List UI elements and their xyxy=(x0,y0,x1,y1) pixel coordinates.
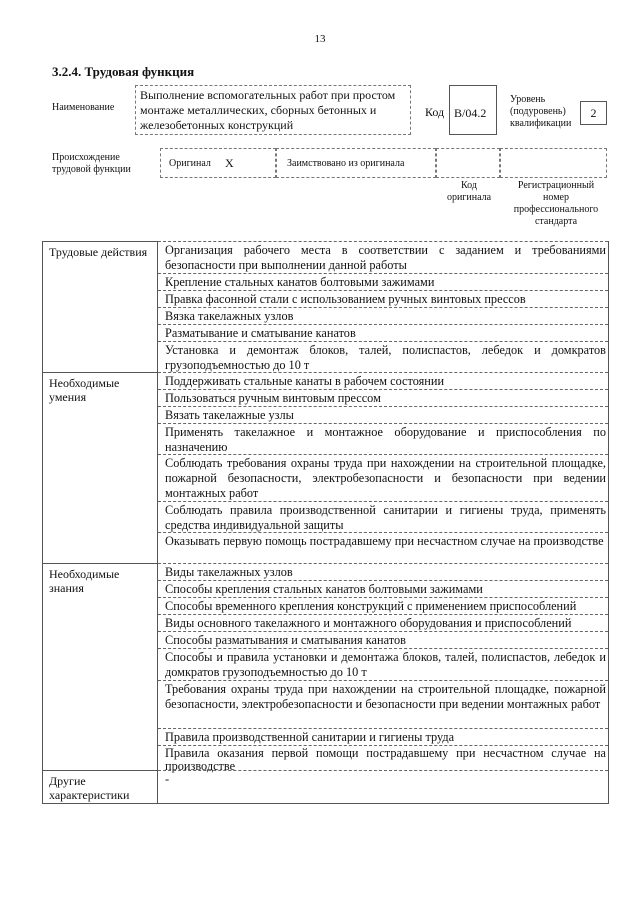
skills-row xyxy=(43,372,608,563)
list-item: Соблюдать требования охраны труда при нахождении на строительной площадке, пожарной безопасности, электробезопасности и безопасности при ведении монтажных работ xyxy=(158,454,608,501)
knowledge-row xyxy=(43,563,608,773)
list-item: Виды основного такелажного и монтажного оборудования и приспособлений xyxy=(158,614,608,631)
original-cell xyxy=(160,148,276,178)
table-bottom-border xyxy=(43,803,608,804)
function-name-box xyxy=(135,85,411,135)
reg-number-cell xyxy=(500,148,607,178)
list-item: Виды такелажных узлов xyxy=(158,563,608,580)
other-value: - xyxy=(158,770,608,804)
borrowed-cell xyxy=(276,148,436,178)
list-item: Вязка такелажных узлов xyxy=(158,307,608,324)
function-name: Выполнение вспомогательных работ при простом монтаже металлических, сборных бетонных и железобетонных конструкций xyxy=(140,88,396,132)
list-item: Вязать такелажные узлы xyxy=(158,406,608,423)
original-mark: X xyxy=(225,156,234,170)
list-item: Способы разматывания и сматывания канатов xyxy=(158,631,608,648)
name-label: Наименование xyxy=(52,102,115,113)
page-number: 13 xyxy=(314,33,326,45)
list-item: Разматывание и сматывание канатов xyxy=(158,324,608,341)
level-box xyxy=(580,101,607,125)
reg-number-label: Регистрационный номер профессионального стандарта xyxy=(513,180,599,227)
level-label: Уровень (подуровень) квалификации xyxy=(510,94,572,129)
level-value: 2 xyxy=(590,106,597,120)
list-item: Способы временного крепления конструкций с применением приспособлений xyxy=(158,597,608,614)
other-row xyxy=(43,770,608,804)
skills-label: Необходимые умения xyxy=(43,372,158,563)
list-item: Крепление стальных канатов болтовыми зажимами xyxy=(158,273,608,290)
code-original-cell xyxy=(436,148,500,178)
competency-table xyxy=(42,241,609,804)
list-item: Правила производственной санитарии и гигиены труда xyxy=(158,728,608,745)
list-item: Правка фасонной стали с использованием ручных винтовых прессов xyxy=(158,290,608,307)
labor-actions-row xyxy=(43,241,608,372)
list-item: Организация рабочего места в соответствии с заданием и требованиями безопасности при выполнении данной работы xyxy=(158,241,608,273)
list-item: Поддерживать стальные канаты в рабочем состоянии xyxy=(158,372,608,389)
knowledge-label: Необходимые знания xyxy=(43,563,158,770)
list-item: Правила оказания первой помощи пострадавшему при несчастном случае на производстве xyxy=(158,745,608,770)
list-item: Способы крепления стальных канатов болтовыми зажимами xyxy=(158,580,608,597)
list-item: Способы и правила установки и демонтажа блоков, талей, полиспастов, лебедок и домкратов грузоподъемностью до 10 т xyxy=(158,648,608,680)
labor-actions-label: Трудовые действия xyxy=(43,241,158,372)
list-item: Оказывать первую помощь пострадавшему при несчастном случае на производстве xyxy=(158,532,608,563)
other-label: Другие характеристики xyxy=(43,770,158,804)
original-label: Оригинал xyxy=(169,158,211,169)
list-item: Установка и демонтаж блоков, талей, полиспастов, лебедок и домкратов грузоподъемностью до 10 т xyxy=(158,341,608,372)
list-item: Пользоваться ручным винтовым прессом xyxy=(158,389,608,406)
code-original-label: Код оригинала xyxy=(446,180,492,203)
code-box xyxy=(449,85,497,135)
list-item: Соблюдать правила производственной санитарии и гигиены труда, применять средства индивидуальной защиты xyxy=(158,501,608,532)
list-item: Применять такелажное и монтажное оборудование и приспособления по назначению xyxy=(158,423,608,454)
list-item: Требования охраны труда при нахождении на строительной площадке, пожарной безопасности, электробезопасности и безопасности при ведении монтажных работ xyxy=(158,680,608,728)
code-label: Код xyxy=(425,105,445,119)
code-value: В/04.2 xyxy=(454,106,487,120)
borrowed-label: Заимствовано из оригинала xyxy=(287,158,405,169)
origin-label: Происхождение трудовой функции xyxy=(52,152,131,175)
section-title: 3.2.4. Трудовая функция xyxy=(52,64,195,79)
